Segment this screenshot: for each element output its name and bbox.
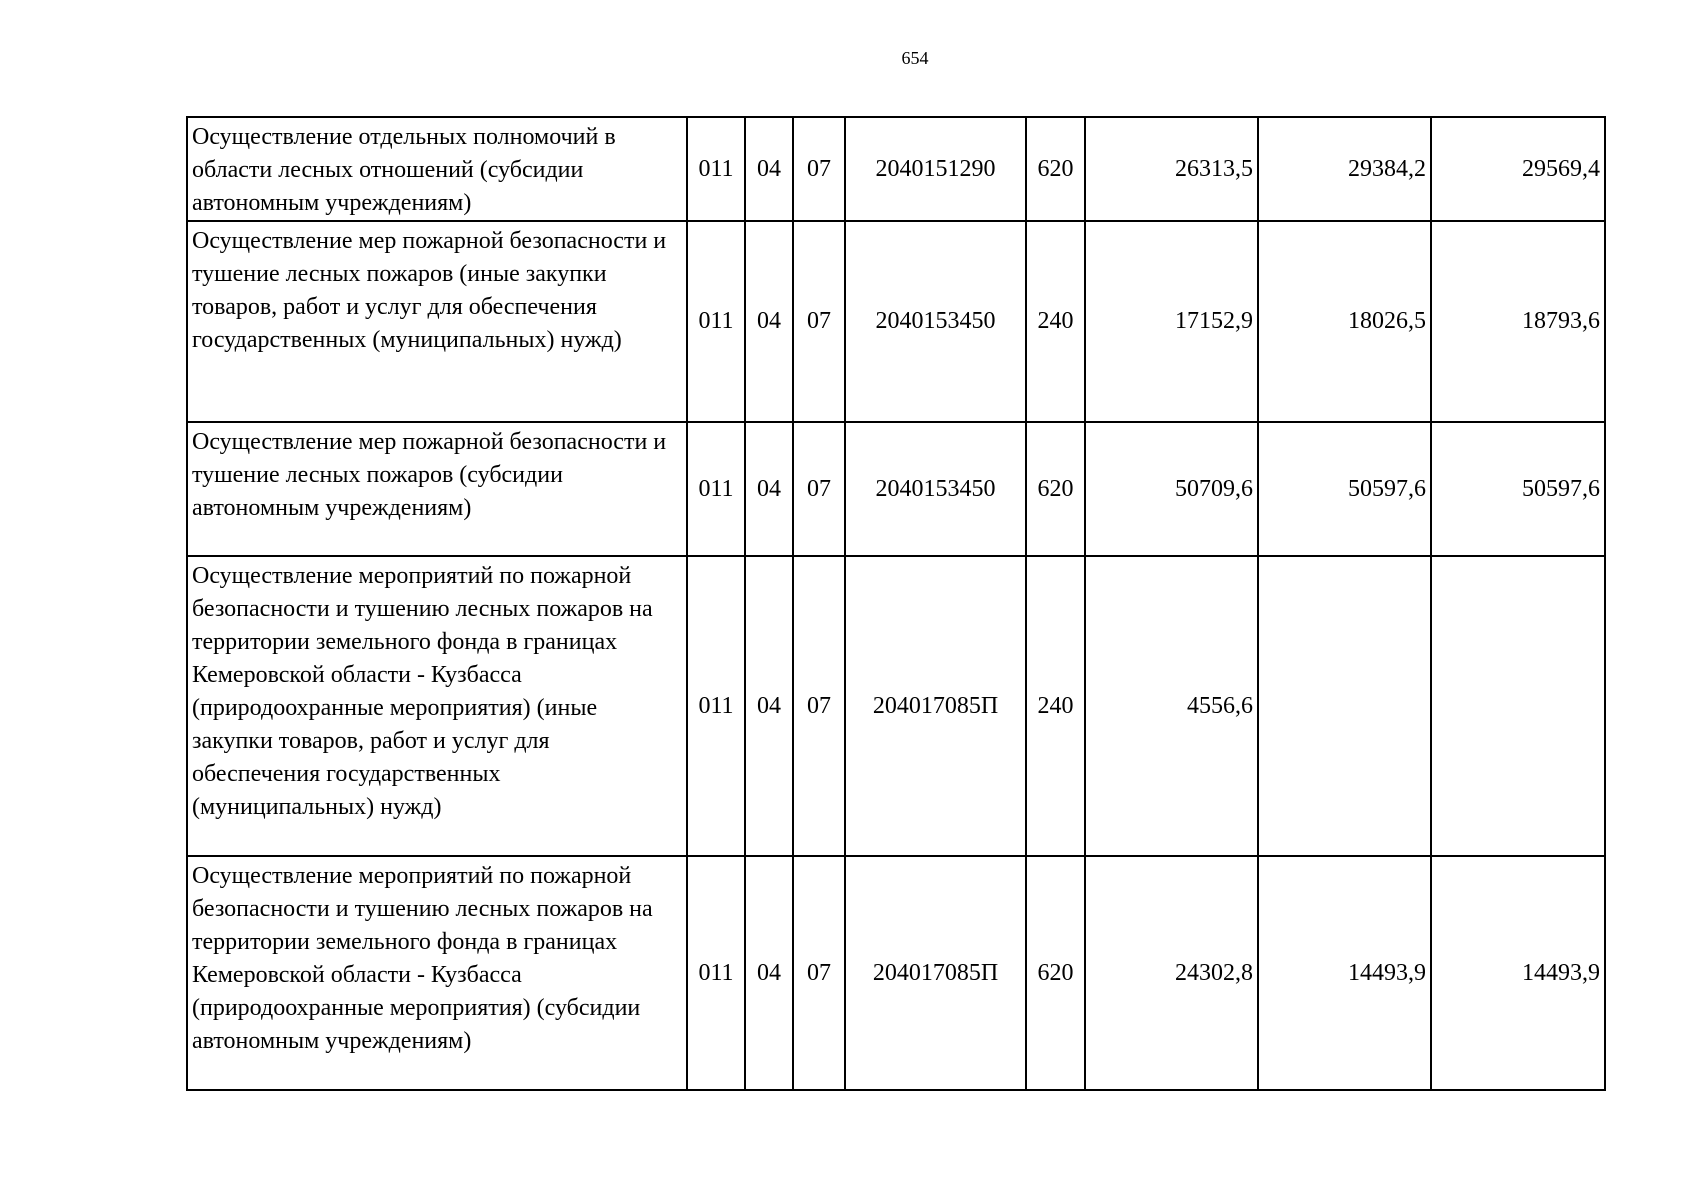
row-year1-amount: 26313,5 bbox=[1085, 117, 1258, 221]
row-year2-amount: 50597,6 bbox=[1258, 422, 1431, 556]
row-description: Осуществление отдельных полномочий в области лесных отношений (субсидии автономным учреждениям) bbox=[187, 117, 687, 221]
table-row bbox=[187, 117, 1605, 221]
row-cs-code: 2040153450 bbox=[845, 221, 1026, 422]
row-rz-code: 04 bbox=[745, 556, 793, 856]
row-year3-amount: 18793,6 bbox=[1431, 221, 1605, 422]
row-gr-code: 011 bbox=[687, 221, 745, 422]
row-pr-code: 07 bbox=[793, 422, 845, 556]
row-year3-amount: 29569,4 bbox=[1431, 117, 1605, 221]
row-rz-code: 04 bbox=[745, 221, 793, 422]
row-year2-amount: 18026,5 bbox=[1258, 221, 1431, 422]
row-year2-amount: 14493,9 bbox=[1258, 856, 1431, 1090]
row-year1-amount: 4556,6 bbox=[1085, 556, 1258, 856]
row-pr-code: 07 bbox=[793, 117, 845, 221]
row-rz-code: 04 bbox=[745, 422, 793, 556]
row-pr-code: 07 bbox=[793, 856, 845, 1090]
row-vr-code: 620 bbox=[1026, 422, 1085, 556]
row-year3-amount: 14493,9 bbox=[1431, 856, 1605, 1090]
table-row bbox=[187, 422, 1605, 556]
row-year3-amount: 50597,6 bbox=[1431, 422, 1605, 556]
row-vr-code: 240 bbox=[1026, 556, 1085, 856]
row-gr-code: 011 bbox=[687, 856, 745, 1090]
row-year1-amount: 50709,6 bbox=[1085, 422, 1258, 556]
row-description: Осуществление мер пожарной безопасности и тушение лесных пожаров (иные закупки товаров, работ и услуг для обеспечения государственных (муниципальных) нужд) bbox=[187, 221, 687, 422]
row-rz-code: 04 bbox=[745, 856, 793, 1090]
row-year2-amount bbox=[1258, 556, 1431, 856]
row-cs-code: 2040151290 bbox=[845, 117, 1026, 221]
row-description: Осуществление мероприятий по пожарной безопасности и тушению лесных пожаров на территории земельного фонда в границах Кемеровской области - Кузбасса (природоохранные мероприятия) (иные закупки товаров, работ и услуг для обеспечения государственных (муниципальных) нужд) bbox=[187, 556, 687, 856]
row-rz-code: 04 bbox=[745, 117, 793, 221]
row-vr-code: 620 bbox=[1026, 117, 1085, 221]
page-number: 654 bbox=[901, 48, 929, 68]
row-year1-amount: 17152,9 bbox=[1085, 221, 1258, 422]
row-gr-code: 011 bbox=[687, 117, 745, 221]
table-row bbox=[187, 556, 1605, 856]
row-gr-code: 011 bbox=[687, 556, 745, 856]
row-vr-code: 620 bbox=[1026, 856, 1085, 1090]
row-cs-code: 204017085П bbox=[845, 856, 1026, 1090]
row-gr-code: 011 bbox=[687, 422, 745, 556]
row-pr-code: 07 bbox=[793, 556, 845, 856]
row-vr-code: 240 bbox=[1026, 221, 1085, 422]
table-row bbox=[187, 856, 1605, 1090]
row-year2-amount: 29384,2 bbox=[1258, 117, 1431, 221]
row-description: Осуществление мероприятий по пожарной безопасности и тушению лесных пожаров на территории земельного фонда в границах Кемеровской области - Кузбасса (природоохранные мероприятия) (субсидии автономным учреждениям) bbox=[187, 856, 687, 1090]
row-year1-amount: 24302,8 bbox=[1085, 856, 1258, 1090]
row-cs-code: 204017085П bbox=[845, 556, 1026, 856]
row-pr-code: 07 bbox=[793, 221, 845, 422]
row-year3-amount bbox=[1431, 556, 1605, 856]
table-row bbox=[187, 221, 1605, 422]
budget-table bbox=[186, 116, 1606, 1091]
row-cs-code: 2040153450 bbox=[845, 422, 1026, 556]
row-description: Осуществление мер пожарной безопасности и тушение лесных пожаров (субсидии автономным учреждениям) bbox=[187, 422, 687, 556]
